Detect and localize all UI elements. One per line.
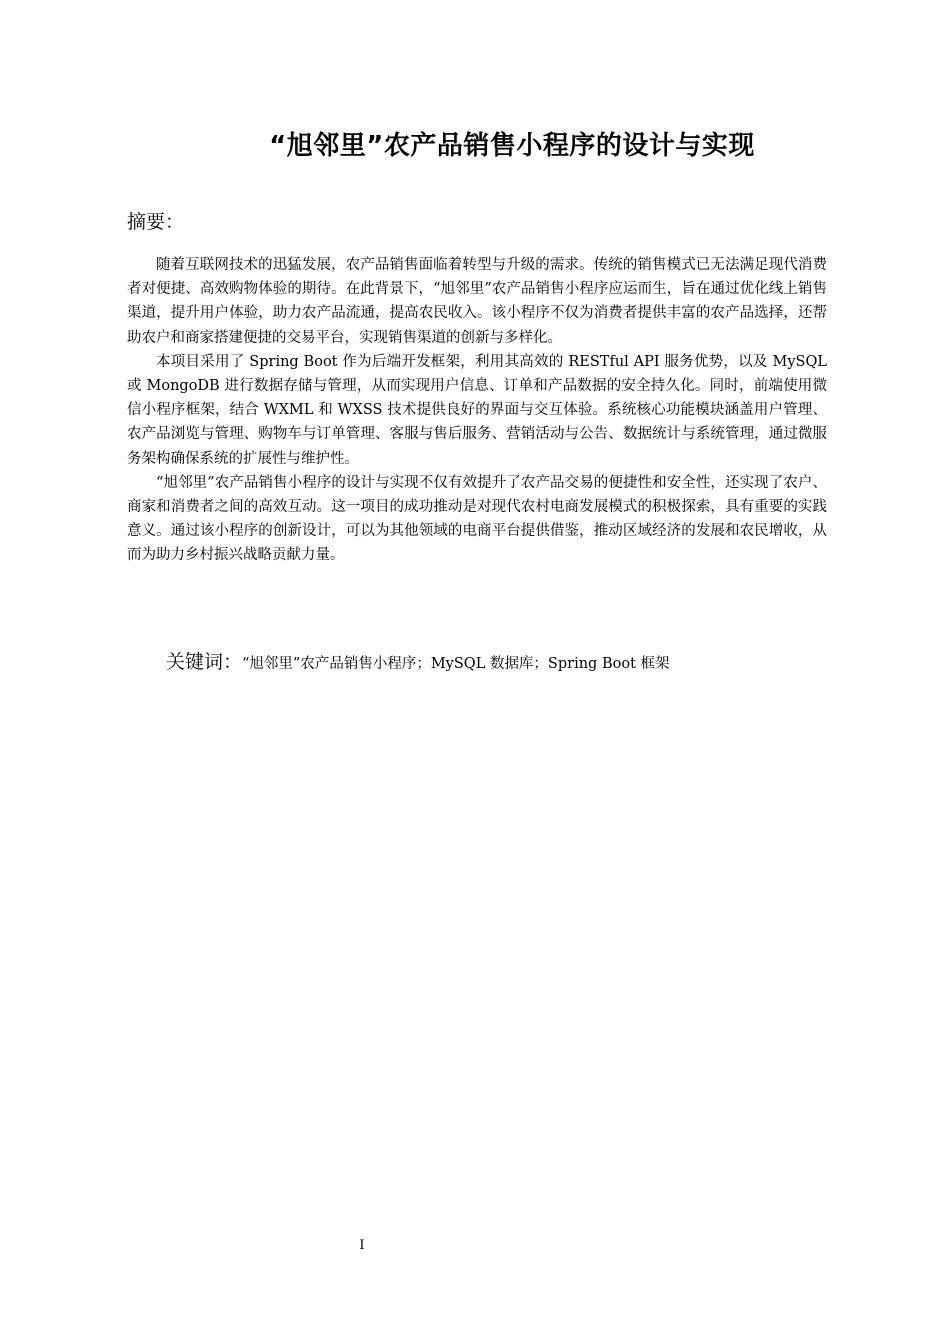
keywords-text: “旭邻里”农产品销售小程序；MySQL 数据库；Spring Boot 框架 xyxy=(242,656,670,672)
paper-title: “旭邻里”农产品销售小程序的设计与实现 xyxy=(269,131,755,161)
abstract-body xyxy=(127,253,827,568)
abstract-paragraph-2: 本项目采用了 Spring Boot 作为后端开发框架，利用其高效的 RESTful API 服务优势，以及 MySQL 或 MongoDB 进行数据存储与管理，从而实现用户信息、订单和产品数据的安全持久化。同时，前端使用微信小程序框架，结合 WXML 和 WXSS 技术提供良好的界面与交互体验。系统核心功能模块涵盖用户管理、农产品浏览与管理、购物车与订单管理、客服与售后服务、营销活动与公告、数据统计与系统管理，通过微服务架构确保系统的扩展性与维护性。 xyxy=(127,353,827,467)
keywords-label: 关键词： xyxy=(166,651,243,673)
abstract-heading: 摘要： xyxy=(127,211,185,233)
abstract-paragraph-1: 随着互联网技术的迅猛发展，农产品销售面临着转型与升级的需求。传统的销售模式已无法满足现代消费者对便捷、高效购物体验的期待。在此背景下，“旭邻里”农产品销售小程序应运而生，旨在通过优化线上销售渠道，提升用户体验，助力农产品流通，提高农民收入。该小程序不仅为消费者提供丰富的农产品选择，还帮助农户和商家搭建便捷的交易平台，实现销售渠道的创新与多样化。 xyxy=(127,257,827,346)
keywords-line xyxy=(166,648,846,678)
page-number: I xyxy=(359,1238,365,1253)
abstract-paragraph-3: “旭邻里”农产品销售小程序的设计与实现不仅有效提升了农产品交易的便捷性和安全性，还实现了农户、商家和消费者之间的高效互动。这一项目的成功推动是对现代农村电商发展模式的积极探索，具有重要的实践意义。通过该小程序的创新设计，可以为其他领域的电商平台提供借鉴，推动区域经济的发展和农民增收，从而为助力乡村振兴战略贡献力量。 xyxy=(127,474,827,564)
